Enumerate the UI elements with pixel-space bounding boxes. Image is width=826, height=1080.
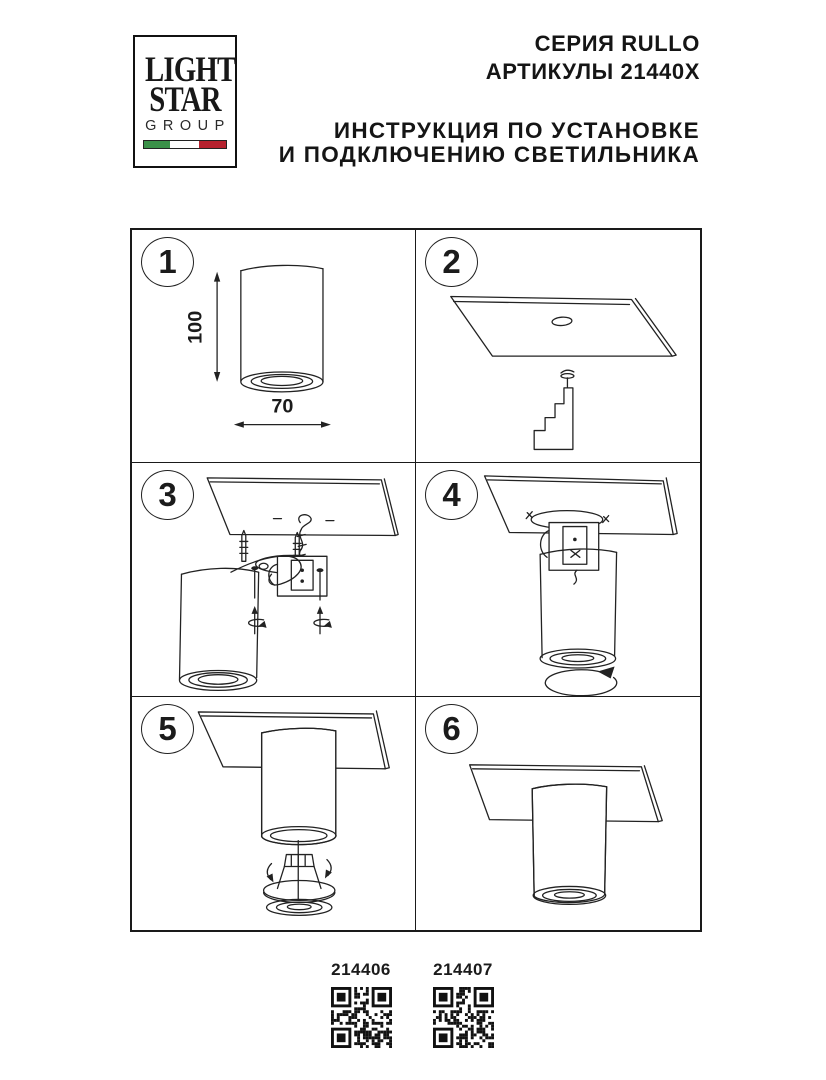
lamp-cylinder-drawing [262,728,336,844]
ceiling-tile-drawing [451,297,676,357]
junction-box [269,557,327,597]
screw-icon [561,370,574,388]
articles-title: АРТИКУЛЫ 21440X [485,59,700,84]
step-number: 5 [158,709,177,747]
article-number: 214406 [331,960,391,979]
lamp-cylinder-drawing [241,265,323,391]
drill-hole [552,316,572,326]
instruction-title-line1: ИНСТРУКЦИЯ ПО УСТАНОВКЕ [333,118,700,143]
logo-word-light: LIGHT [145,49,236,89]
bulb-drawing [264,854,335,915]
step-drill-icon [534,388,573,450]
flag-red-stripe [199,141,226,148]
qr-code-icon [433,987,494,1048]
qr-figure-214407 [428,960,498,1053]
step-number-badge [425,470,478,520]
logo-word-star: STAR [149,79,221,119]
rotation-arrow [545,667,616,696]
step-panel-1 [132,230,416,463]
step-number: 3 [158,476,177,514]
svg-text:100: 100 [184,310,207,344]
step-number: 2 [442,243,461,280]
lamp-cylinder-drawing [532,784,606,904]
step-panel-6 [416,697,700,930]
flag-green-stripe [144,141,170,148]
height-dimension [184,272,220,382]
step-number: 6 [442,709,461,747]
step-number: 4 [442,476,461,514]
step-panel-3 [132,463,416,696]
svg-text:70: 70 [271,395,294,418]
step-number-badge [141,704,194,754]
document-titles [279,30,700,167]
screw-turn-icon-right [314,606,332,634]
lamp-cylinder-drawing [179,569,258,691]
lightstar-logo [133,35,237,168]
instruction-title-line2: И ПОДКЛЮЧЕНИЮ СВЕТИЛЬНИКА [278,142,700,167]
lamp-wire [574,571,577,585]
step-number-badge [425,704,478,754]
italian-flag-icon [143,140,227,149]
article-number: 214407 [433,960,493,979]
step-number: 1 [158,243,177,280]
turn-arrows [267,859,332,882]
steps-grid [130,228,702,932]
series-title: СЕРИЯ RULLO [534,31,700,56]
qr-code-icon [331,987,392,1048]
step-panel-2 [416,230,700,463]
step-number-badge [141,237,194,287]
qr-footer [0,960,826,1070]
flag-white-stripe [170,141,199,148]
step-panel-5 [132,697,416,930]
junction-box [541,523,599,571]
step-panel-4 [416,463,700,696]
qr-figure-214406 [326,960,396,1053]
step-number-badge [141,470,194,520]
step-number-badge [425,237,478,287]
width-dimension [234,396,331,428]
logo-word-group: GROUP [145,118,231,134]
